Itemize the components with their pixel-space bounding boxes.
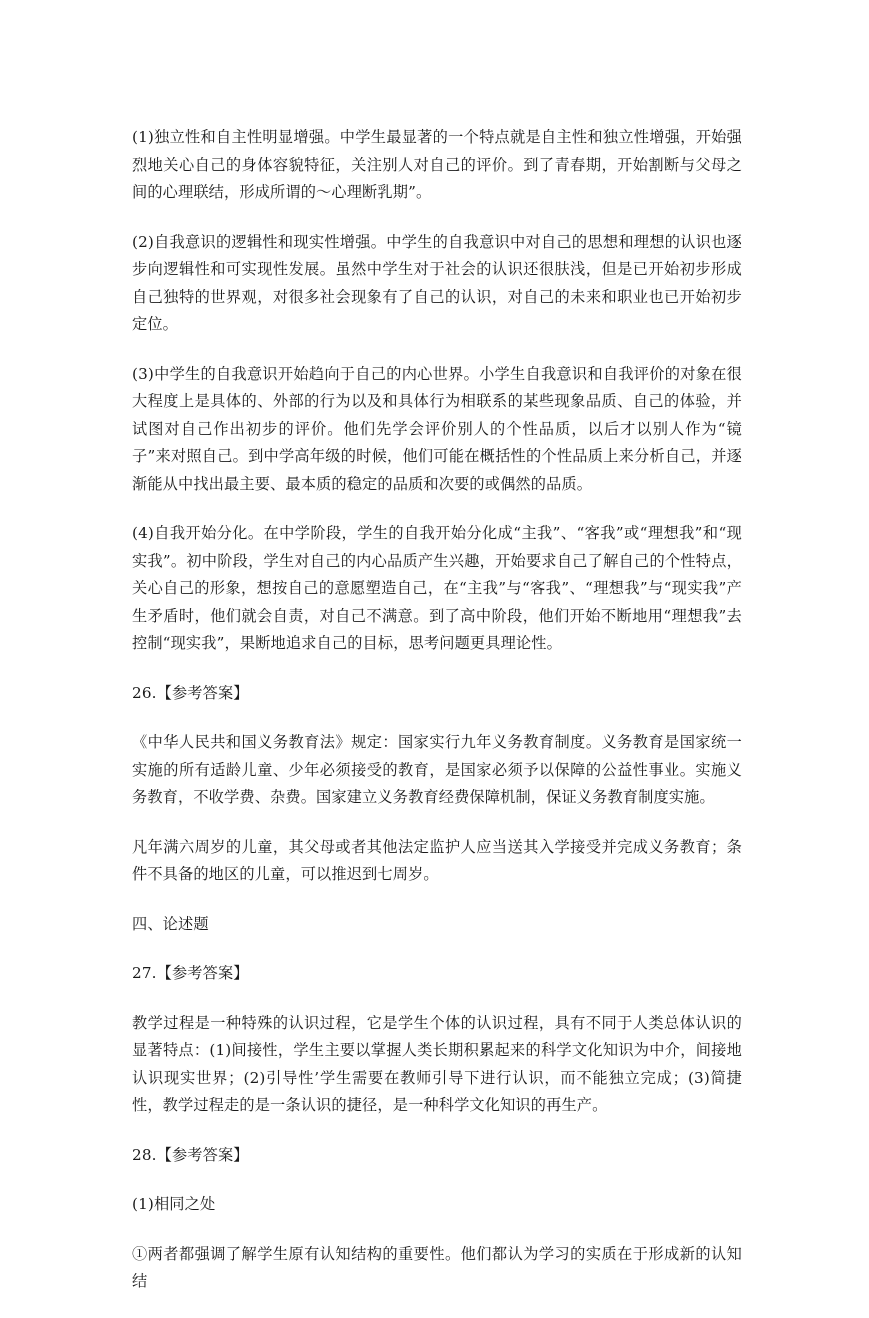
subheading-similarities: (1)相同之处 [132,1195,216,1213]
paragraph-compulsory-education-law: 《中华人民共和国义务教育法》规定：国家实行九年义务教育制度。义务教育是国家统一实施的所有适龄儿童、少年必须接受的教育，是国家必须予以保障的公益性事业。实施义务教育，不收学费、杂费。国家建立义务教育经费保障机制，保证义务教育制度实施。 [132,733,742,806]
paragraph-independence: (1)独立性和自主性明显增强。中学生最显著的一个特点就是自主性和独立性增强，开始强烈地关心自己的身体容貌特征，关注别人对自己的评价。到了青春期，开始割断与父母之间的心理联结，形成所谓的～心理断乳期”。 [132,128,742,201]
paragraph-self-differentiation: (4)自我开始分化。在中学阶段，学生的自我开始分化成“主我”、“客我”或“理想我”和“现实我”。初中阶段，学生对自己的内心品质产生兴趣，开始要求自己了解自己的个性特点，关心自己的形象，想按自己的意愿塑造自己，在“主我”与“客我”、“理想我”与“现实我”产生矛盾时，他们就会自责，对自己不满意。到了高中阶段，他们开始不断地用“理想我”去控制“现实我”，果断地追求自己的目标，思考问题更具理论性。 [132,524,742,652]
answer-heading-27: 27.【参考答案】 [132,964,249,982]
paragraph-similarity-1: ①两者都强调了解学生原有认知结构的重要性。他们都认为学习的实质在于形成新的认知结 [132,1244,742,1290]
paragraph-logic-reality: (2)自我意识的逻辑性和现实性增强。中学生的自我意识中对自己的思想和理想的认识也逐步向逻辑性和可实现性发展。虽然中学生对于社会的认识还很肤浅，但是已开始初步形成自己独特的世界观，对很多社会现象有了自己的认识，对自己的未来和职业也已开始初步定位。 [132,232,742,333]
section-heading-essay: 四、论述题 [132,914,209,933]
paragraph-inner-world: (3)中学生的自我意识开始趋向于自己的内心世界。小学生自我意识和自我评价的对象在很大程度上是具体的、外部的行为以及和具体行为相联系的某些现象品质、自己的体验，并试图对自己作出初步的评价。他们先学会评价别人的个性品质，以后才以别人作为“镜子”来对照自己。到中学高年级的时候，他们可能在概括性的个性品质上来分析自己，并逐渐能从中找出最主要、最本质的稳定的品质和次要的或偶然的品质。 [132,364,742,493]
paragraph-teaching-process: 教学过程是一种特殊的认识过程，它是学生个体的认识过程，具有不同于人类总体认识的显著特点：(1)间接性，学生主要以掌握人类长期积累起来的科学文化知识为中介，间接地认识现实世界；(2)引导性’学生需要在教师引导下进行认识，而不能独立完成；(3)简捷性，教学过程走的是一条认识的捷径，是一种科学文化知识的再生产。 [132,1013,742,1114]
paragraph-school-age: 凡年满六周岁的儿童，其父母或者其他法定监护人应当送其入学接受并完成义务教育；条件不具备的地区的儿童，可以推迟到七周岁。 [132,837,742,883]
answer-heading-28: 28.【参考答案】 [132,1145,249,1164]
document-page [132,124,742,1318]
answer-heading-26: 26.【参考答案】 [132,683,249,702]
